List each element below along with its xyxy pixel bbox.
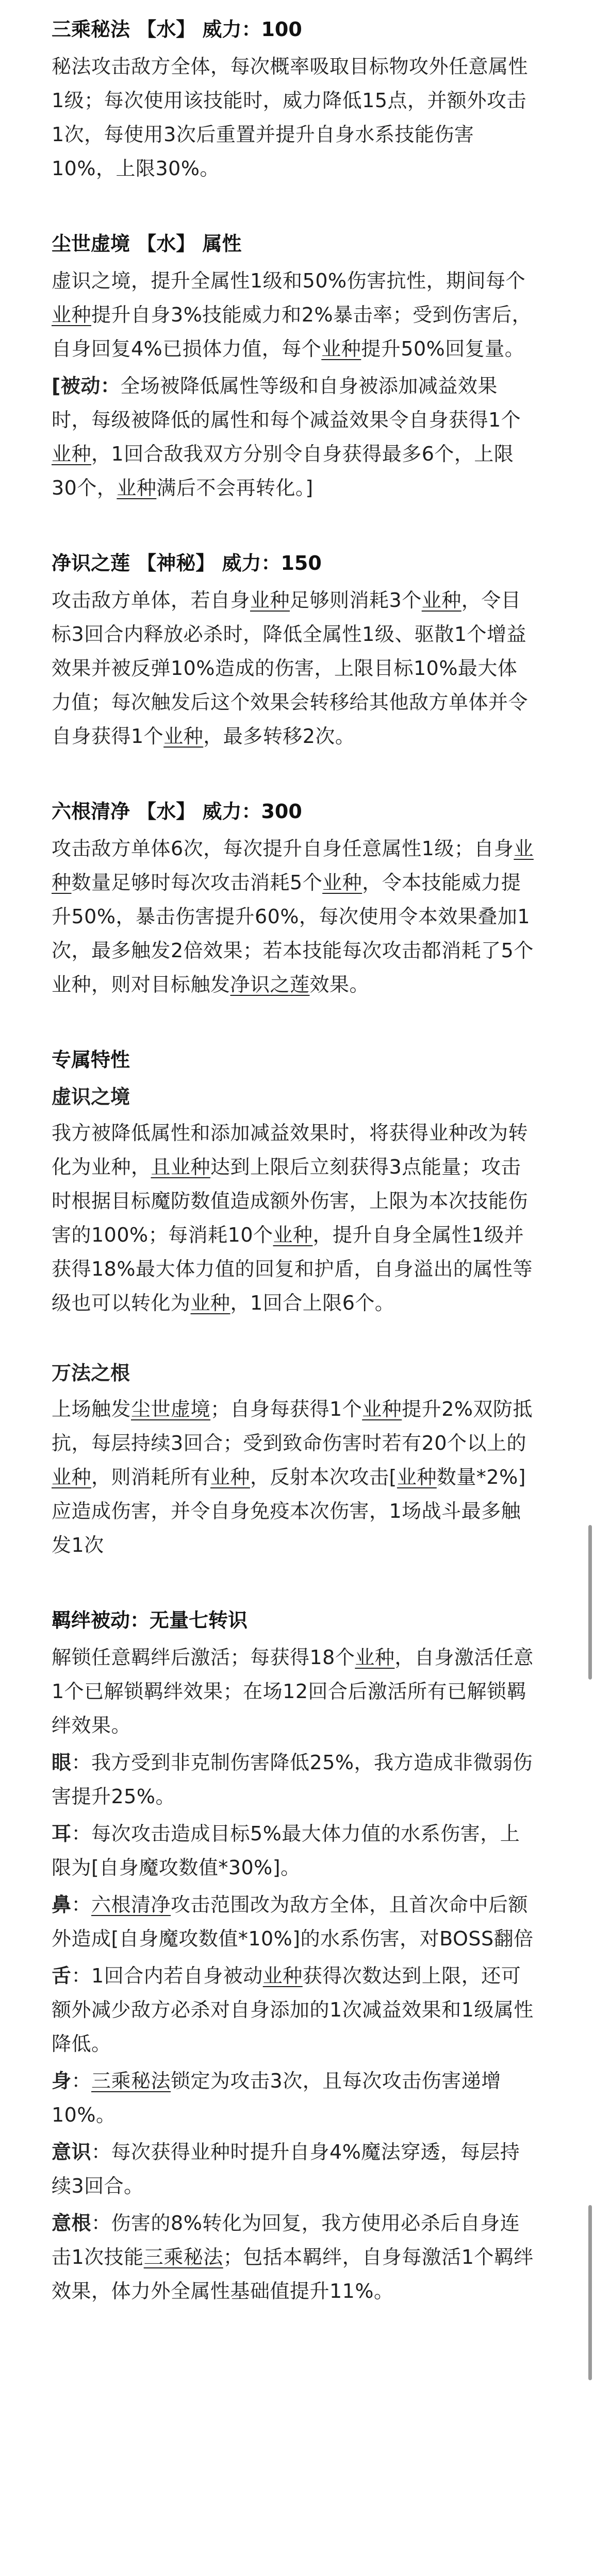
passive-text [52,375,521,499]
bond-item-text [52,1893,534,1950]
bond-item-text [52,1964,534,2055]
skill-block-liugen [52,794,536,1002]
bond-item-text [52,2070,501,2126]
text-run: 数量*2%]应造成伤害，并令自身免疫本次伤害，1场战斗最多触发1次 [52,1466,526,1556]
text-run: ；包括本羁绊，自身每激活1个羁绊效果，体力外全属性基础值提升11%。 [52,2246,534,2302]
trait-name: 虚识之境 [52,1086,130,1108]
text-run: ，则消耗所有 [91,1466,211,1488]
passive-label: [被动： [52,375,121,397]
text-run: 攻击敌方单体，若自身 [52,589,251,612]
text-run: ，令目标3回合内释放必杀时，降低全属性1级、驱散1个增益效果并被反弹10%造成的伤害，上限目标10%最大体力值；每次触发后这个效果会转移给其他敌方单体并令自身获得1个 [52,589,529,748]
skill-description [52,264,536,366]
text-run: ： [71,1893,92,1916]
text-run: ，令本技能威力提升50%，暴击伤害提升60%，每次使用令本效果叠加1次，最多触发2倍效果；若本技能每次攻击都消耗了5个业种，则对目标触发 [52,871,534,996]
skill-block-chenshi [52,227,536,505]
skill-title: 尘世虚境 【水】 属性 [52,232,242,255]
bond-item-mind-root [52,2206,536,2308]
trait-description [52,1392,536,1562]
section-heading: 羁绊被动：无量七转识 [52,1609,248,1632]
underlined-term: 业种 [52,1466,92,1488]
underlined-term: 三乘秘法 [143,2246,223,2268]
skill-description [52,583,536,753]
underlined-term: 六根清净 [91,1893,171,1916]
bond-item-text [52,1751,533,1808]
underlined-term: 业种 [322,871,362,894]
skill-passive [52,369,536,505]
text-run: ，反射本次攻击[ [250,1466,397,1488]
bond-item-consciousness [52,2135,536,2203]
skill-block-sancheng [52,12,536,185]
underlined-term: 业种 [52,443,92,465]
text-run: 上场触发 [52,1398,131,1420]
text-run: 效果。 [309,973,370,996]
text-run: 足够则消耗3个 [290,589,422,612]
skill-title: 净识之莲 【神秘】 威力：150 [52,552,322,574]
bond-item-tongue [52,1959,536,2061]
text-run: 全场被降低属性等级和自身被添加减益效果时，每级被降低的属性和每个减益效果令自身获得1个 [52,375,521,431]
text-run: ：1回合内若自身被动 [71,1964,263,1987]
bond-item-label: 耳 [52,1822,72,1845]
underlined-term: 净识之莲 [230,973,310,996]
skill-title: 六根清净 【水】 威力：300 [52,800,302,823]
underlined-term: 三乘秘法 [91,2070,171,2092]
text-run: ，提升自身全属性1级并获得18%最大体力值的回复和护盾，自身溢出的属性等级也可以转化为 [52,1224,533,1314]
text-run: 提升50%回复量。 [361,337,525,360]
text-run: 提升自身3%技能威力和2%暴击率；受到伤害后，自身回复4%已损体力值，每个 [52,303,532,360]
skill-description: 秘法攻击敌方全体，每次概率吸取目标物攻外任意属性1级；每次使用该技能时，威力降低15点，并额外攻击1次，每使用3次后重置并提升自身水系技能伤害10%，上限30%。 [52,55,529,180]
text-run: 数量足够时每次攻击消耗5个 [71,871,323,894]
underlined-term: 业种 [273,1224,313,1246]
underlined-term: 业种 [262,1964,303,1987]
bond-item-text [52,1822,520,1879]
underlined-term: 业种 [250,589,290,612]
bond-item-eye [52,1745,536,1814]
underlined-term: 业种 [355,1646,395,1669]
underlined-term: 业种 [397,1466,437,1488]
bond-item-label: 鼻 [52,1893,72,1916]
underlined-term: 业种 [210,1466,251,1488]
section-heading: 专属特性 [52,1048,130,1071]
underlined-term: 业种 [163,725,204,748]
trait-block-wanfa [52,1356,536,1562]
bond-item-text [52,2141,520,2197]
bond-item-label: 身 [52,2070,72,2092]
text-run: ，最多转移2次。 [203,725,355,748]
scrollbar-thumb[interactable] [588,1525,592,1680]
underlined-term: 业种 [190,1292,230,1314]
trait-name: 万法之根 [52,1362,130,1384]
trait-description [52,1116,536,1320]
text-run: ：每次攻击造成目标5%最大体力值的水系伤害，上限为[自身魔攻数值*30%]。 [52,1822,520,1879]
text-run: ： [71,2070,92,2092]
text-run: ：每次获得业种时提升自身4%魔法穿透，每层持续3回合。 [52,2141,520,2197]
underlined-term: 业种 [117,477,157,499]
bond-item-label: 舌 [52,1964,72,1987]
bond-item-nose [52,1888,536,1956]
scrollbar-thumb[interactable] [588,2205,592,2380]
text-run: ，自身激活任意1个已解锁羁绊效果；在场12回合后激活所有已解锁羁绊效果。 [52,1646,534,1737]
bond-item-text [52,2212,534,2302]
text-run: ，1回合上限6个。 [230,1292,395,1314]
bond-item-body [52,2064,536,2132]
underlined-term: 业种 [321,337,361,360]
underlined-term: 业种 [52,303,92,326]
text-run: ：我方受到非克制伤害降低25%，我方造成非微弱伤害提升25%。 [52,1751,533,1808]
bond-item-ear [52,1817,536,1885]
text-run: 攻击敌方单体6次，每次提升自身任意属性1级；自身 [52,837,514,860]
text-run: 提升2%双防抵抗，每层持续3回合；受到致命伤害时若有20个以上的 [52,1398,533,1454]
underlined-term: 业种 [52,837,534,894]
text-run: 达到上限后立刻获得3点能量；攻击时根据目标魔防数值造成额外伤害，上限为本次技能伤害的100%；每消耗10个 [52,1156,529,1246]
text-run: 解锁任意羁绊后激活；每获得18个 [52,1646,355,1669]
text-run: ，1回合敌我双方分别令自身获得最多6个，上限30个， [52,443,514,499]
text-run: 锁定为攻击3次，且每次攻击伤害递增10%。 [52,2070,501,2126]
text-run: 虚识之境，提升全属性1级和50%伤害抗性，期间每个 [52,269,526,292]
text-run: 攻击范围改为敌方全体，且首次命中后额外造成[自身魔攻数值*10%]的水系伤害，对BOSS翻倍 [52,1893,534,1950]
skill-block-jingshi [52,546,536,753]
bond-item-label: 意识 [52,2141,92,2163]
bond-item-label: 意根 [52,2212,92,2234]
bond-intro [52,1640,536,1742]
bond-passive-section [52,1603,536,2308]
exclusive-traits-section [52,1043,536,1320]
underlined-term: 尘世虚境 [131,1398,211,1420]
text-run: 我方被降低属性和添加减益效果时，将获得业种改为转化为业种， [52,1122,529,1178]
underlined-term: 业种 [362,1398,402,1420]
underlined-term: 业种 [421,589,461,612]
text-run: 获得次数达到上限，还可额外减少敌方必杀对自身添加的1次减益效果和1级属性降低。 [52,1964,534,2055]
skill-title: 三乘秘法 【水】 威力：100 [52,18,302,41]
text-run: 满后不会再转化。] [156,477,314,499]
text-run: ；自身每获得1个 [210,1398,362,1420]
text-run: ：伤害的8%转化为回复，我方使用必杀后自身连击1次技能 [52,2212,520,2268]
bond-item-label: 眼 [52,1751,72,1774]
skill-description [52,832,536,1002]
underlined-term: 且业种 [151,1156,211,1178]
